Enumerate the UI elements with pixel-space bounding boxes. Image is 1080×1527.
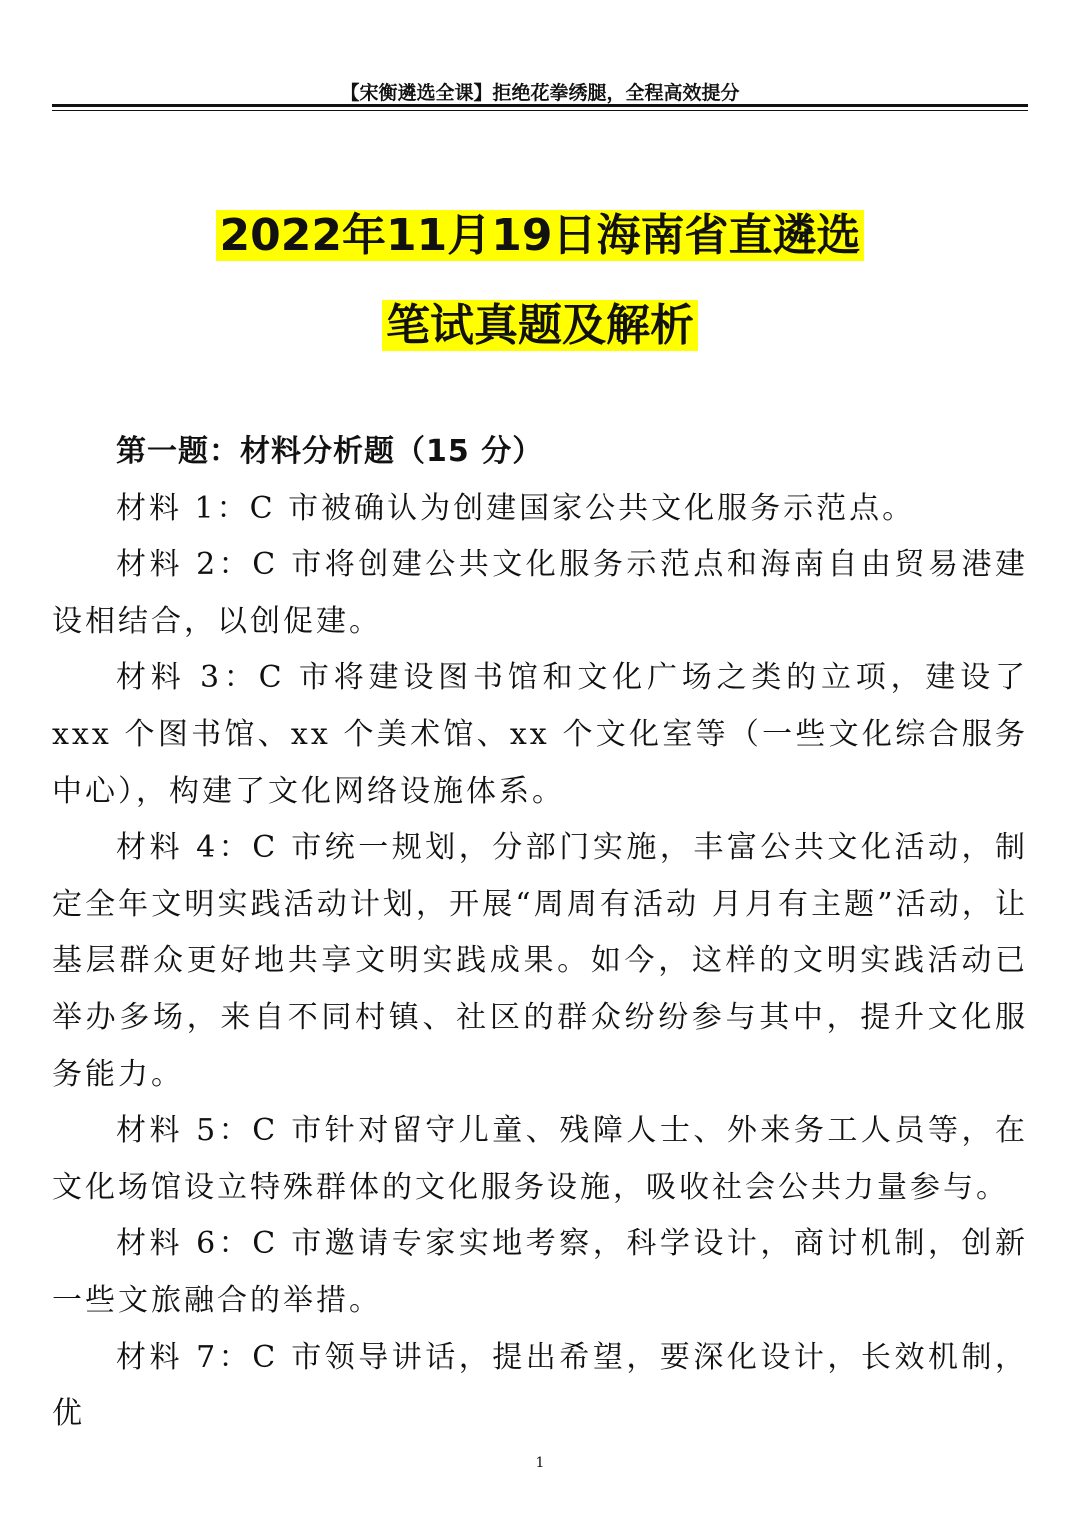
page-number: 1 — [535, 1455, 545, 1471]
material-6: 材料 6：C 市邀请专家实地考察，科学设计，商讨机制，创新一些文旅融合的举措。 — [52, 1226, 1028, 1318]
page-header: 【宋衡遴选全课】拒绝花拳绣腿，全程高效提分 — [340, 82, 740, 104]
document-body — [52, 424, 1028, 1443]
header-rule-thin — [52, 110, 1028, 111]
material-1: 材料 1：C 市被确认为创建国家公共文化服务示范点。 — [116, 490, 916, 526]
material-5: 材料 5：C 市针对留守儿童、残障人士、外来务工人员等，在文化场馆设立特殊群体的文化服务设施，吸收社会公共力量参与。 — [52, 1113, 1028, 1205]
title-line-1 — [0, 200, 1080, 272]
material-7: 材料 7：C 市领导讲话，提出希望，要深化设计，长效机制，优 — [52, 1339, 1028, 1432]
question-heading: 第一题：材料分析题（15 分） — [116, 434, 544, 469]
title-line-2 — [0, 290, 1080, 362]
title-highlight-1: 2022年11月19日海南省直遴选 — [216, 210, 865, 261]
material-4: 材料 4：C 市统一规划，分部门实施，丰富公共文化活动，制定全年文明实践活动计划，开展“周周有活动 月月有主题”活动，让基层群众更好地共享文明实践成果。如今，这样的文明实践活动已举办多场，来自不同村镇、社区的群众纷纷参与其中，提升文化服务能力。 — [52, 830, 1028, 1092]
title-highlight-2: 笔试真题及解析 — [382, 300, 698, 351]
material-3: 材料 3：C 市将建设图书馆和文化广场之类的立项，建设了 xxx 个图书馆、xx 个美术馆、xx 个文化室等（一些文化综合服务中心），构建了文化网络设施体系。 — [52, 660, 1028, 809]
material-2: 材料 2：C 市将创建公共文化服务示范点和海南自由贸易港建设相结合，以创促建。 — [52, 547, 1028, 639]
header-rule-thick — [52, 104, 1028, 107]
